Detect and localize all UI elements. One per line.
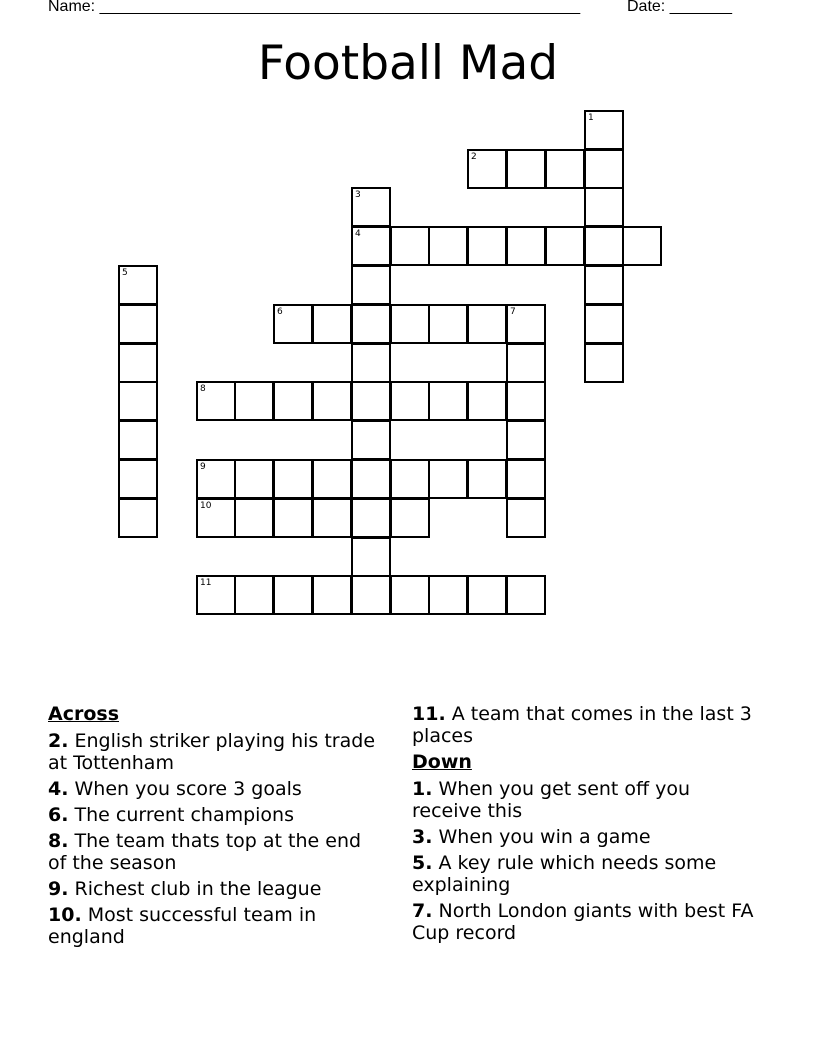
crossword-cell[interactable]: [118, 381, 158, 421]
clue-across-11: [412, 703, 762, 747]
clue-number-label: 6: [277, 307, 283, 317]
clue-text: A key rule which needs some explaining: [412, 852, 717, 896]
crossword-cell[interactable]: [584, 304, 624, 344]
clue-number-label: 5: [122, 268, 128, 278]
crossword-cell[interactable]: [351, 226, 391, 266]
crossword-cell[interactable]: [467, 149, 507, 189]
clue-number: 2.: [48, 730, 69, 752]
crossword-cell[interactable]: [390, 498, 430, 538]
clue-number-label: 10: [200, 501, 212, 511]
clue-number-label: 3: [355, 190, 361, 200]
crossword-cell[interactable]: [234, 575, 274, 615]
page-title: Football Mad: [257, 36, 559, 91]
clue-text: When you score 3 goals: [74, 778, 302, 800]
crossword-cell[interactable]: [506, 149, 546, 189]
crossword-cell[interactable]: [506, 420, 546, 460]
clue-number: 8.: [48, 830, 69, 852]
crossword-cell[interactable]: [351, 304, 391, 344]
crossword-cell[interactable]: [506, 226, 546, 266]
clues-left-column: [48, 703, 378, 952]
crossword-cell[interactable]: [390, 304, 430, 344]
crossword-cell[interactable]: [351, 498, 391, 538]
across-heading: Across: [48, 703, 120, 725]
clue-across-9: [48, 878, 378, 900]
crossword-cell[interactable]: [390, 381, 430, 421]
crossword-cell[interactable]: [428, 575, 468, 615]
crossword-cell[interactable]: [196, 498, 236, 538]
crossword-cell[interactable]: [545, 149, 585, 189]
crossword-cell[interactable]: [118, 265, 158, 305]
crossword-cell[interactable]: [118, 498, 158, 538]
clue-text: Most successful team in england: [48, 904, 317, 948]
crossword-cell[interactable]: [273, 459, 313, 499]
crossword-cell[interactable]: [506, 575, 546, 615]
crossword-cell[interactable]: [506, 343, 546, 383]
clue-across-10: [48, 904, 378, 948]
crossword-cell[interactable]: [390, 226, 430, 266]
crossword-cell[interactable]: [584, 187, 624, 227]
down-heading: Down: [412, 751, 472, 773]
clue-number-label: 4: [355, 229, 361, 239]
crossword-cell[interactable]: [312, 459, 352, 499]
crossword-cell[interactable]: [273, 575, 313, 615]
crossword-cell[interactable]: [428, 226, 468, 266]
clue-number-label: 2: [471, 152, 477, 162]
clue-down-5: [412, 852, 762, 896]
crossword-cell[interactable]: [506, 459, 546, 499]
crossword-cell[interactable]: [390, 459, 430, 499]
clue-across-8: [48, 830, 378, 874]
clue-number-label: 1: [588, 113, 594, 123]
crossword-cell[interactable]: [273, 304, 313, 344]
clues-right-column: [412, 703, 762, 948]
crossword-cell[interactable]: [428, 459, 468, 499]
clue-down-3: [412, 826, 762, 848]
clue-number: 7.: [412, 900, 433, 922]
clue-number-label: 8: [200, 384, 206, 394]
clue-text: English striker playing his trade at Tottenham: [48, 730, 376, 774]
crossword-cell[interactable]: [584, 343, 624, 383]
clue-text: When you win a game: [438, 826, 651, 848]
crossword-cell[interactable]: [273, 498, 313, 538]
crossword-cell[interactable]: [506, 498, 546, 538]
crossword-cell[interactable]: [312, 304, 352, 344]
clue-number-label: 7: [510, 307, 516, 317]
clue-text: The current champions: [74, 804, 295, 826]
crossword-cell[interactable]: [506, 381, 546, 421]
clue-number: 1.: [412, 778, 433, 800]
crossword-cell[interactable]: [351, 420, 391, 460]
crossword-cell[interactable]: [584, 226, 624, 266]
crossword-cell[interactable]: [196, 459, 236, 499]
crossword-cell[interactable]: [467, 381, 507, 421]
name-field-label[interactable]: Name: ______________________________________________________: [48, 0, 581, 15]
clue-number: 10.: [48, 904, 82, 926]
crossword-cell[interactable]: [234, 381, 274, 421]
clue-text: North London giants with best FA Cup record: [412, 900, 754, 944]
clue-text: A team that comes in the last 3 places: [412, 703, 752, 747]
clue-number: 5.: [412, 852, 433, 874]
crossword-cell[interactable]: [351, 575, 391, 615]
crossword-cell[interactable]: [351, 265, 391, 305]
crossword-cell[interactable]: [351, 187, 391, 227]
crossword-cell[interactable]: [196, 381, 236, 421]
crossword-cell[interactable]: [467, 575, 507, 615]
crossword-cell[interactable]: [118, 343, 158, 383]
crossword-cell[interactable]: [467, 459, 507, 499]
date-field-label[interactable]: Date: _______: [627, 0, 732, 15]
clue-number: 11.: [412, 703, 446, 725]
crossword-cell[interactable]: [312, 381, 352, 421]
clue-number: 9.: [48, 878, 69, 900]
crossword-cell[interactable]: [584, 265, 624, 305]
crossword-cell[interactable]: [390, 575, 430, 615]
crossword-cell[interactable]: [467, 226, 507, 266]
clue-number-label: 9: [200, 462, 206, 472]
clue-across-2: [48, 730, 378, 774]
crossword-cell[interactable]: [234, 459, 274, 499]
clue-text: When you get sent off you receive this: [412, 778, 691, 822]
clue-number-label: 11: [200, 578, 212, 588]
crossword-cell[interactable]: [428, 381, 468, 421]
crossword-cell[interactable]: [312, 575, 352, 615]
crossword-cell[interactable]: [351, 343, 391, 383]
crossword-cell[interactable]: [312, 498, 352, 538]
crossword-cell[interactable]: [428, 304, 468, 344]
clue-number: 4.: [48, 778, 69, 800]
crossword-cell[interactable]: [118, 420, 158, 460]
crossword-cell[interactable]: [118, 459, 158, 499]
clue-number: 3.: [412, 826, 433, 848]
crossword-cell[interactable]: [584, 110, 624, 150]
crossword-cell[interactable]: [584, 149, 624, 189]
crossword-cell[interactable]: [351, 459, 391, 499]
crossword-cell[interactable]: [351, 537, 391, 577]
crossword-cell[interactable]: [234, 498, 274, 538]
clue-across-4: [48, 778, 378, 800]
crossword-cell[interactable]: [622, 226, 662, 266]
crossword-cell[interactable]: [196, 575, 236, 615]
crossword-cell[interactable]: [467, 304, 507, 344]
crossword-cell[interactable]: [506, 304, 546, 344]
crossword-cell[interactable]: [118, 304, 158, 344]
clue-across-6: [48, 804, 378, 826]
crossword-cell[interactable]: [351, 381, 391, 421]
clue-text: The team thats top at the end of the season: [48, 830, 362, 874]
clue-down-7: [412, 900, 762, 944]
clue-down-1: [412, 778, 762, 822]
clue-text: Richest club in the league: [74, 878, 322, 900]
clue-number: 6.: [48, 804, 69, 826]
crossword-cell[interactable]: [545, 226, 585, 266]
crossword-cell[interactable]: [273, 381, 313, 421]
